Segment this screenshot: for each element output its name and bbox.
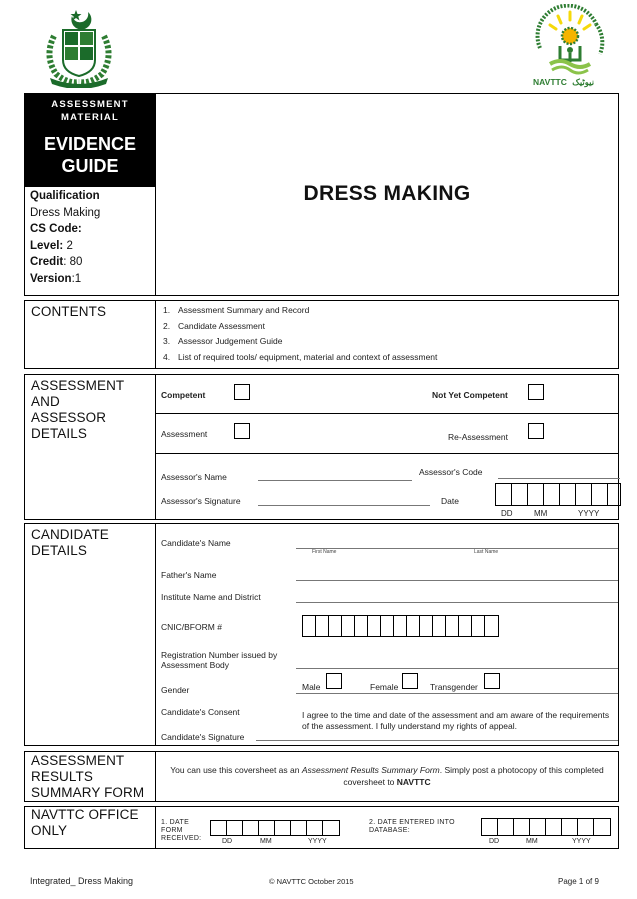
- candidate-right-column: [156, 524, 618, 745]
- received-yyyy-label: YYYY: [308, 838, 327, 845]
- label-line: FORM: [161, 827, 183, 834]
- title-line: DETAILS: [31, 543, 87, 558]
- assessor-code-label: Assessor's Code: [419, 467, 483, 477]
- transgender-checkbox[interactable]: [484, 673, 500, 689]
- text-segment: coversheet to: [343, 777, 397, 787]
- credit-value: : 80: [63, 256, 83, 268]
- results-right-column: [156, 752, 618, 801]
- banner-title-1: EVIDENCE: [43, 134, 137, 154]
- header-block: [24, 93, 619, 296]
- office-right-column: [156, 807, 618, 848]
- office-section-title: [25, 807, 155, 839]
- assessor-signature-label: Assessor's Signature: [161, 496, 241, 506]
- last-name-hint: Last Name: [474, 549, 499, 555]
- version-label: Version: [30, 272, 72, 285]
- level-label: Level:: [30, 239, 64, 252]
- father-name-field[interactable]: [296, 580, 618, 581]
- label-line: 1. DATE: [161, 819, 190, 826]
- title-line: RESULTS: [31, 769, 93, 784]
- title-line: ONLY: [31, 823, 68, 838]
- results-section-title: [25, 752, 155, 801]
- banner-line-1: ASSESSMENT: [51, 99, 129, 110]
- registration-label: [161, 650, 277, 670]
- level-value: 2: [63, 239, 73, 252]
- label-line: DATABASE:: [369, 827, 410, 834]
- title-line: NAVTTC OFFICE: [31, 807, 139, 822]
- dd-label: DD: [501, 509, 513, 518]
- not-yet-competent-checkbox[interactable]: [528, 384, 544, 400]
- candidate-signature-label: Candidate's Signature: [161, 732, 245, 742]
- item-text: List of required tools/ equipment, material and context of assessment: [178, 351, 438, 362]
- page-title: DRESS MAKING: [303, 182, 471, 205]
- candidate-name-field[interactable]: [296, 548, 618, 549]
- consent-text: [302, 710, 609, 732]
- entered-yyyy-label: YYYY: [572, 838, 591, 845]
- row-divider: [156, 453, 618, 454]
- title-line: SUMMARY FORM: [31, 785, 145, 800]
- item-number: 3.: [163, 336, 171, 346]
- candidate-details-block: [24, 523, 619, 746]
- consent-text-line: of the assessment. I fully understand my rights of appeal.: [302, 721, 517, 731]
- mm-label: MM: [534, 509, 548, 518]
- male-checkbox[interactable]: [326, 673, 342, 689]
- item-number: 2.: [163, 320, 171, 331]
- results-left-column: [25, 752, 156, 801]
- assessor-code-field[interactable]: [498, 478, 620, 479]
- results-summary-block: [24, 751, 619, 802]
- navttc-urdu-caption: نیوٹیک: [572, 77, 595, 87]
- title-line: ASSESSMENT: [31, 753, 125, 768]
- gender-underline: [296, 693, 618, 694]
- label-line: 2. DATE ENTERED INTO: [369, 819, 455, 826]
- father-name-label: Father's Name: [161, 570, 217, 580]
- assessor-section-title: [25, 375, 155, 442]
- qualification-value: Dress Making: [30, 206, 101, 219]
- navttc-logo: [530, 4, 610, 90]
- version-value: :1: [71, 272, 82, 285]
- contents-right-column: [156, 301, 618, 368]
- consent-label: Candidate's Consent: [161, 707, 240, 717]
- evidence-guide-banner: [25, 94, 155, 187]
- cnic-boxes[interactable]: [302, 615, 499, 637]
- assessor-left-column: [25, 375, 156, 519]
- entered-mm-label: MM: [526, 838, 538, 845]
- credit-label: Credit: [30, 256, 64, 268]
- contents-item: [163, 350, 437, 366]
- assessor-details-block: [24, 374, 619, 520]
- assessor-signature-field[interactable]: [258, 505, 430, 506]
- text-segment: You can use this coversheet as an: [170, 765, 302, 775]
- date-received-label: [161, 819, 201, 843]
- first-name-hint: First Name: [312, 549, 337, 555]
- assessor-name-label: Assessor's Name: [161, 472, 227, 482]
- qualification-label: Qualification: [30, 190, 100, 202]
- registration-label-line: Registration Number issued by: [161, 650, 278, 660]
- candidate-name-label: Candidate's Name: [161, 538, 231, 548]
- navttc-caption: NAVTTC: [533, 77, 567, 87]
- text-segment-italic: Assessment Results Summary Form: [301, 765, 440, 775]
- contents-list: [163, 303, 437, 365]
- title-line: ASSESSOR: [31, 410, 107, 425]
- entered-dd-label: DD: [489, 838, 500, 845]
- contents-item: [163, 334, 437, 350]
- consent-text-line: I agree to the time and date of the assessment and am aware of the requirements: [302, 710, 610, 720]
- office-left-column: [25, 807, 156, 848]
- competent-checkbox[interactable]: [234, 384, 250, 400]
- received-dd-label: DD: [222, 838, 233, 845]
- candidate-left-column: [25, 524, 156, 745]
- pakistan-emblem-logo: [38, 6, 120, 88]
- date-received-boxes[interactable]: [210, 820, 340, 836]
- text-segment-bold: NAVTTC: [396, 777, 431, 787]
- navttc-office-block: [24, 806, 619, 849]
- institute-label: Institute Name and District: [161, 592, 261, 602]
- item-text: Assessor Judgement Guide: [178, 336, 283, 346]
- title-line: CANDIDATE: [31, 527, 109, 542]
- received-mm-label: MM: [260, 838, 272, 845]
- footer-page-number: Page 1 of 9: [558, 877, 599, 886]
- gender-label: Gender: [161, 685, 190, 695]
- re-assessment-label: Re-Assessment: [448, 432, 508, 442]
- text-segment: . Simply post a photocopy of this completed: [439, 765, 604, 775]
- date-entered-label: [369, 819, 455, 835]
- results-instructions: [156, 764, 618, 788]
- candidate-signature-field[interactable]: [256, 740, 618, 741]
- not-yet-competent-label: Not Yet Competent: [432, 390, 508, 400]
- contents-block: [24, 300, 619, 369]
- item-text: Assessment Summary and Record: [178, 305, 310, 315]
- assessor-name-field[interactable]: [258, 480, 412, 481]
- female-label: Female: [370, 682, 399, 692]
- assessor-right-column: [156, 375, 618, 519]
- item-number: 4.: [163, 351, 171, 362]
- title-line: ASSESSMENT AND: [31, 378, 125, 409]
- header-left-column: [25, 94, 156, 295]
- competent-label: Competent: [161, 390, 206, 400]
- assessment-label: Assessment: [161, 429, 208, 439]
- female-checkbox[interactable]: [402, 673, 418, 689]
- item-text: Candidate Assessment: [178, 320, 265, 331]
- footer-document-name: Integrated_ Dress Making: [30, 876, 134, 886]
- contents-item: [163, 319, 437, 335]
- banner-line-2: MATERIAL: [61, 112, 119, 123]
- item-number: 1.: [163, 305, 171, 315]
- cs-code-label: CS Code:: [30, 223, 82, 235]
- contents-item: [163, 303, 437, 319]
- transgender-label: Transgender: [430, 682, 478, 692]
- date-label: Date: [441, 496, 459, 506]
- registration-field[interactable]: [296, 668, 618, 669]
- assessment-checkbox[interactable]: [234, 423, 250, 439]
- re-assessment-checkbox[interactable]: [528, 423, 544, 439]
- qualification-info: [30, 188, 100, 287]
- date-entered-boxes[interactable]: [481, 818, 611, 836]
- candidate-section-title: [25, 524, 155, 559]
- institute-field[interactable]: [296, 602, 618, 603]
- row-divider: [156, 413, 618, 414]
- banner-title-2: GUIDE: [61, 156, 119, 176]
- contents-title: CONTENTS: [31, 304, 107, 319]
- footer-copyright: © NAVTTC October 2015: [269, 877, 354, 886]
- title-line: DETAILS: [31, 426, 87, 441]
- registration-label-line: Assessment Body: [161, 660, 230, 670]
- male-label: Male: [302, 682, 321, 692]
- header-right-column: [156, 94, 618, 295]
- assessor-date-boxes[interactable]: [495, 483, 621, 506]
- label-line: RECEIVED:: [161, 835, 202, 842]
- yyyy-label: YYYY: [578, 509, 600, 518]
- cnic-label: CNIC/BFORM #: [161, 622, 222, 632]
- contents-left-column: [25, 301, 156, 368]
